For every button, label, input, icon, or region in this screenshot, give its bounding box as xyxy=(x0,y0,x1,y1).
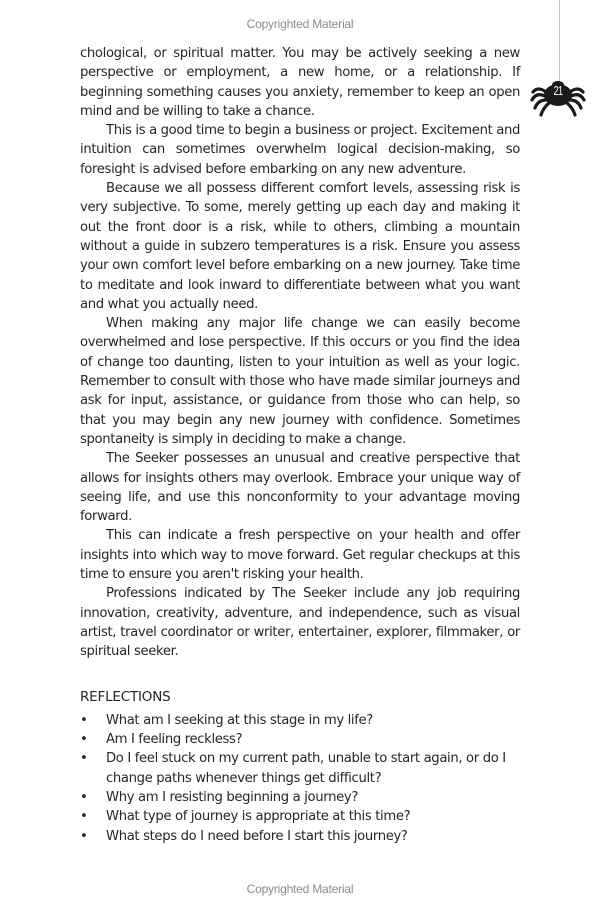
page-number-badge xyxy=(530,78,586,118)
reflection-text: What am I seeking at this stage in my life? xyxy=(106,712,373,728)
list-item xyxy=(80,827,520,846)
bullet-icon: • xyxy=(80,751,88,767)
bullet-icon: • xyxy=(80,828,88,844)
reflection-text: Do I feel stuck on my current path, unable to start again, or do I change paths whenever things get difficult? xyxy=(106,751,506,786)
reflections-heading: REFLECTIONS xyxy=(80,688,171,705)
list-item xyxy=(80,749,520,788)
bullet-icon: • xyxy=(80,809,88,825)
list-item xyxy=(80,711,520,730)
page-number: 21 xyxy=(553,83,563,98)
bullet-icon: • xyxy=(80,732,88,748)
body-paragraph: This can indicate a fresh perspective on your health and offer insights into which way to move forward. Get regular checkups at this time to ensure you aren't risking your health. xyxy=(80,528,520,583)
body-paragraph: This is a good time to begin a business or project. Excitement and intuition can sometimes overwhelm logical decision-making, so foresight is advised before embarking on any new adventure. xyxy=(80,123,520,177)
bullet-icon: • xyxy=(80,712,88,728)
body-paragraph: Because we all possess different comfort levels, assessing risk is very subjective. To some, merely getting up each day and making it out the front door is a risk, while to others, climbing a mountain without a guide in subzero temperatures is a risk. Ensure you assess your own comfort level before embarking on a new journey. Take time to meditate and look inward to differentiate between what you want and what you actually need. xyxy=(80,181,520,312)
spider-thread xyxy=(559,0,560,84)
list-item xyxy=(80,788,520,807)
body-paragraph: When making any major life change we can easily become overwhelmed and lose perspective. If this occurs or you find the idea of change too daunting, listen to your intuition as well as your logic. Remember to consult with those who have made similar journeys and ask for input, assistance, or guidance from those who can help, so that you may begin any new journey with confidence. Sometimes spontaneity is simply in deciding to make a change. xyxy=(80,316,520,447)
list-item xyxy=(80,730,520,749)
list-item xyxy=(80,807,520,826)
reflection-text: What type of journey is appropriate at this time? xyxy=(106,809,411,825)
reflections-list xyxy=(80,711,520,846)
bullet-icon: • xyxy=(80,789,88,805)
reflection-text: Why am I resisting beginning a journey? xyxy=(106,789,358,805)
body-paragraph: Professions indicated by The Seeker include any job requiring innovation, creativity, adventure, and independence, such as visual artist, travel coordinator or writer, entertainer, explorer, filmmaker, or spiritual seeker. xyxy=(80,586,520,660)
body-paragraph: chological, or spiritual matter. You may be actively seeking a new perspective or employment, a new home, or a relationship. If beginning something causes you anxiety, remember to keep an open mind and be willing to take a chance. xyxy=(80,46,520,119)
reflection-text: Am I feeling reckless? xyxy=(106,732,243,748)
copyright-watermark-top: Copyrighted Material xyxy=(246,17,354,31)
page-content xyxy=(80,44,520,846)
body-paragraph: The Seeker possesses an unusual and creative perspective that allows for insights others may overlook. Embrace your unique way of seeing life, and use this nonconformity to your advantage moving forward. xyxy=(80,451,520,525)
reflection-text: What steps do I need before I start this journey? xyxy=(106,828,408,844)
copyright-watermark-bottom: Copyrighted Material xyxy=(246,882,354,896)
